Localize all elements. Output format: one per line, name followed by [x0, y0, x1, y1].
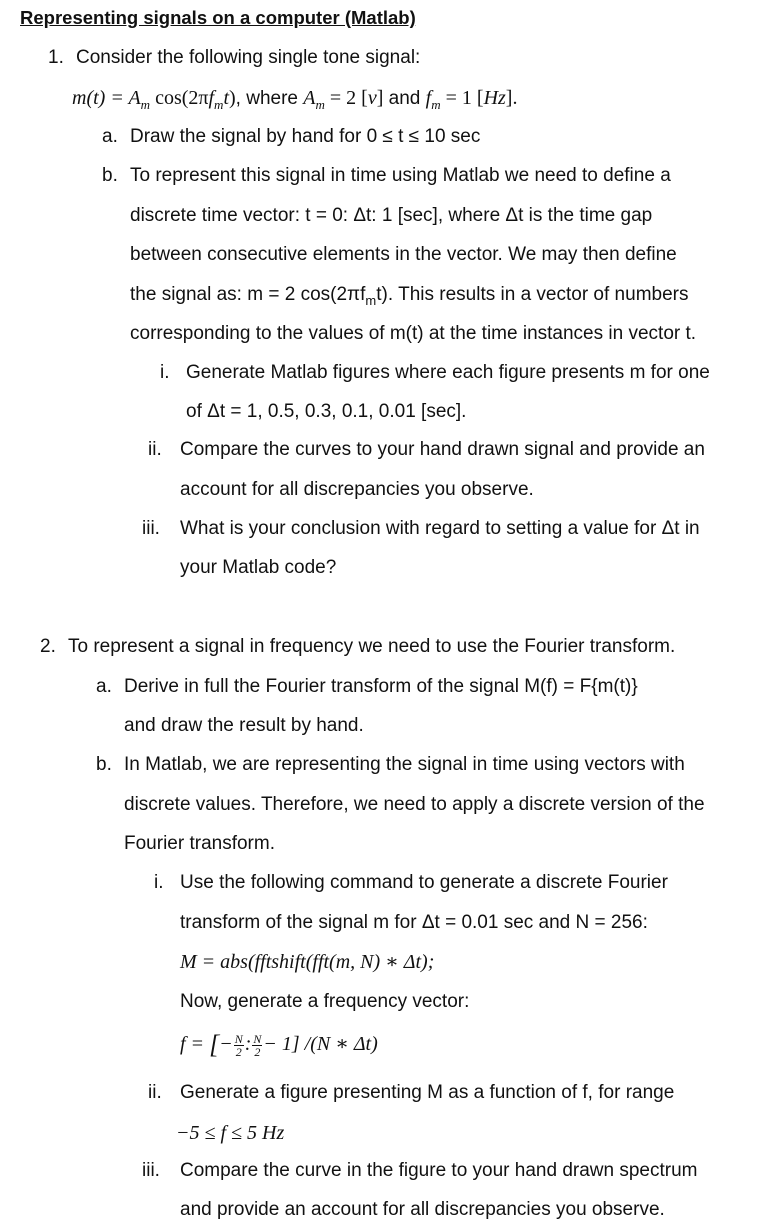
q1b-iii-line2: your Matlab code?	[180, 557, 337, 578]
q1b-line5: corresponding to the values of m(t) at the time instances in vector t.	[130, 323, 697, 344]
q1b-line4: the signal as: m = 2 $\cos(2\pi f_mt)$. This results in a vector of numbers	[130, 284, 689, 308]
q2b-i-line4: Now, generate a frequency vector:	[180, 991, 470, 1012]
q2b-line3: Fourier transform.	[124, 833, 275, 854]
q1-number: 1.	[48, 47, 64, 68]
q2b-iii-line1: Compare the curve in the figure to your hand drawn spectrum	[180, 1160, 698, 1181]
q1b-line3: between consecutive elements in the vector. We may then define	[130, 244, 677, 265]
q2-intro: To represent a signal in frequency we need to use the Fourier transform.	[68, 636, 676, 657]
page-title: Representing signals on a computer (Matlab)	[20, 7, 416, 28]
q2b-line2: discrete values. Therefore, we need to apply a discrete version of the	[124, 794, 705, 815]
q2b-ii-label: ii.	[148, 1082, 162, 1103]
q2b-i-line2: transform of the signal m for Δt = 0.01 sec and N = 256:	[180, 912, 648, 933]
q1-intro: Consider the following single tone signal:	[76, 47, 421, 68]
q2b-ii-line1: Generate a figure presenting M as a function of f, for range	[180, 1082, 675, 1103]
q2b-label: b.	[96, 754, 112, 775]
q1b-label: b.	[102, 165, 118, 186]
q1b-line1: To represent this signal in time using Matlab we need to define a	[130, 165, 671, 186]
q1-equation: $m(t) = A_m$ $\cos(2\pi f_mt)$, where $A_m = 2$ [v] and $f_m = 1$ [Hz].	[72, 87, 518, 112]
q2b-i-label: i.	[154, 872, 164, 893]
q1b-i-line1: Generate Matlab figures where each figure presents m for one	[186, 362, 710, 383]
q1b-i-label: i.	[160, 362, 170, 383]
q2b-iii-label: iii.	[142, 1160, 160, 1181]
q2a-line2: and draw the result by hand.	[124, 715, 364, 736]
q1b-i-line2: of Δt = 1, 0.5, 0.3, 0.1, 0.01 [sec].	[186, 401, 467, 422]
q1b-ii-label: ii.	[148, 439, 162, 460]
q1a-label: a.	[102, 126, 118, 147]
q1b-ii-line2: account for all discrepancies you observe.	[180, 479, 534, 500]
q2b-ii-line2: −5 ≤ f ≤ 5 Hz	[176, 1122, 285, 1144]
q1a-text: Draw the signal by hand for 0 ≤ t ≤ 10 sec	[130, 126, 481, 147]
q2b-i-line1: Use the following command to generate a discrete Fourier	[180, 872, 668, 893]
q1b-ii-line1: Compare the curves to your hand drawn signal and provide an	[180, 439, 705, 460]
q2b-line1: In Matlab, we are representing the signal in time using vectors with	[124, 754, 685, 775]
q1b-iii-label: iii.	[142, 518, 160, 539]
q2a-label: a.	[96, 676, 112, 697]
q2-number: 2.	[40, 636, 56, 657]
q2a-line1: Derive in full the Fourier transform of the signal M(f) = F{m(t)}	[124, 676, 638, 697]
q2b-iii-line2: and provide an account for all discrepancies you observe.	[180, 1199, 665, 1220]
q2b-i-code: M = abs(fftshift(fft(m, N) ∗ Δt);	[180, 951, 435, 973]
q1b-iii-line1: What is your conclusion with regard to setting a value for Δt in	[180, 518, 700, 539]
q1b-line2: discrete time vector: t = 0: Δt: 1 [sec], where Δt is the time gap	[130, 205, 653, 226]
q2b-i-freq-formula: f = [− $\frac{N}{2}$ : $\frac{N}{2}$ − 1] /(N ∗ Δt)	[180, 1030, 378, 1059]
